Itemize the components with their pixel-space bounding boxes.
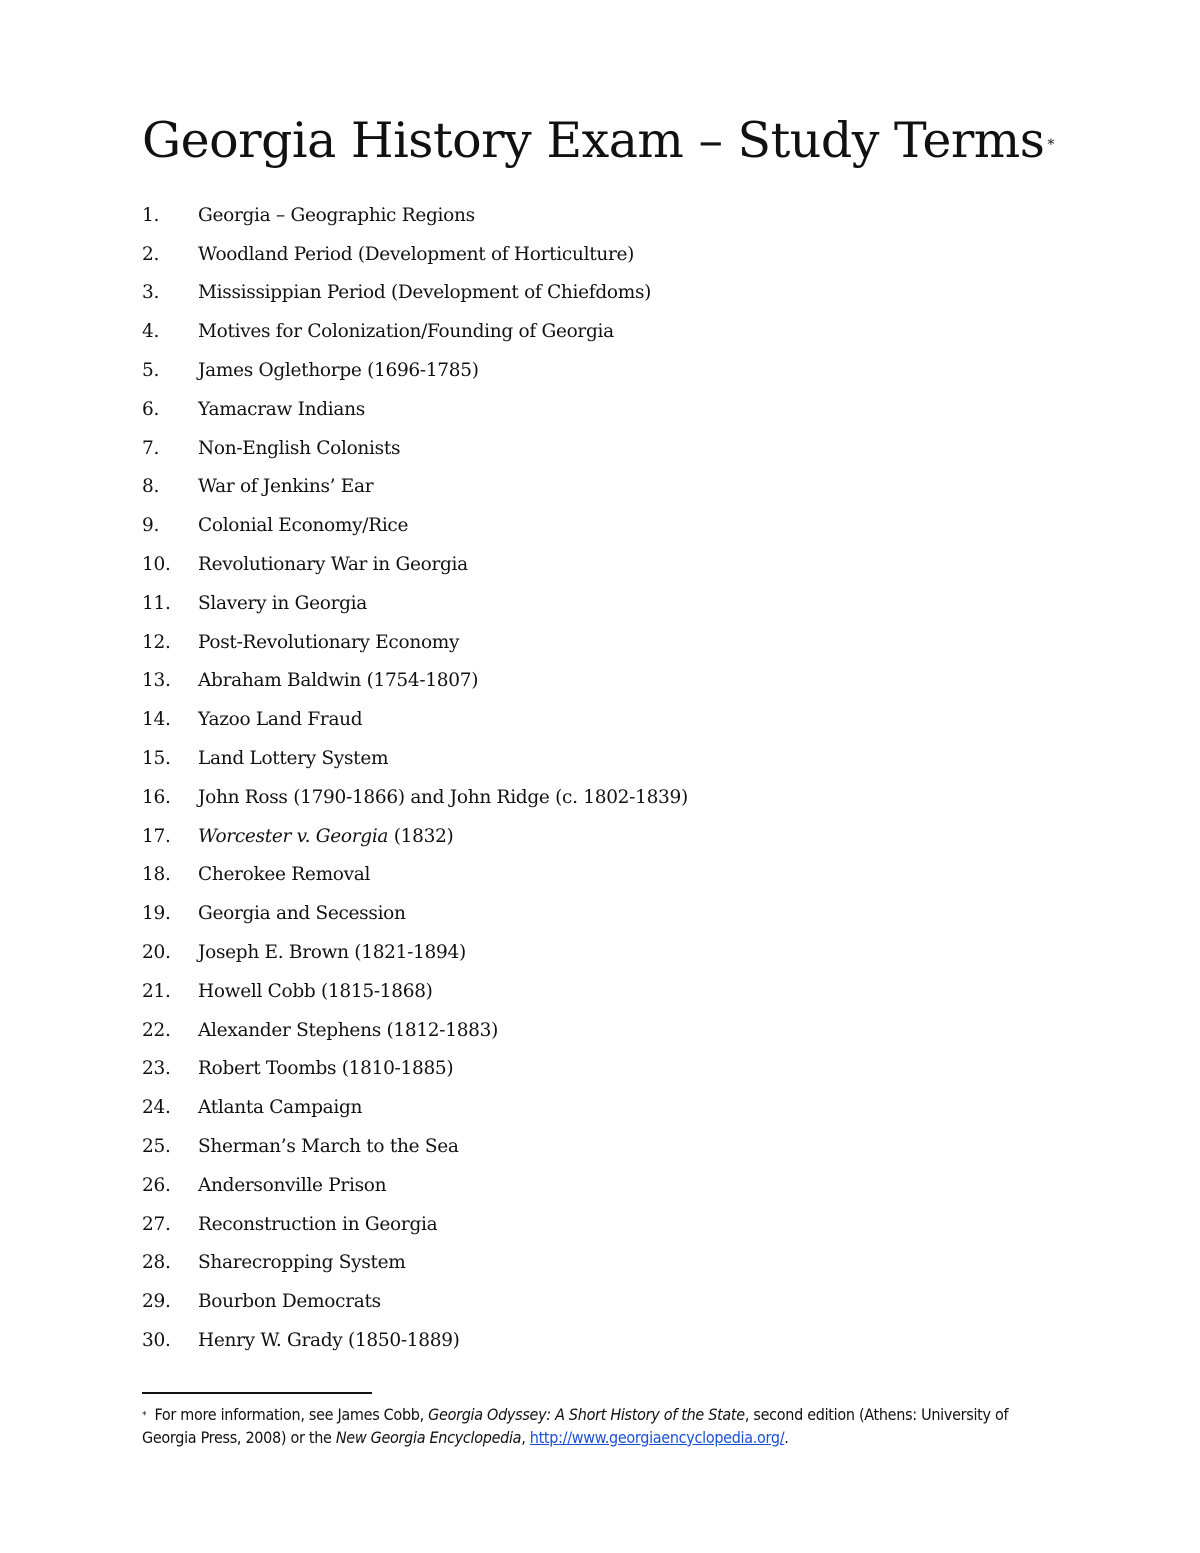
term-text: Georgia – Geographic Regions — [198, 204, 475, 226]
term-text: Yamacraw Indians — [198, 398, 365, 420]
footnote-separator — [142, 1392, 372, 1394]
term-number: 30. — [142, 1330, 171, 1351]
footnote-text-middle: , second edition (Athens: University of Georgia Press, 2008) or the — [142, 1405, 1009, 1447]
term-number: 14. — [142, 709, 171, 731]
term-number: 8. — [142, 476, 160, 498]
term-number: 25. — [142, 1136, 171, 1158]
list-item — [142, 506, 688, 545]
term-text: Slavery in Georgia — [198, 592, 368, 614]
footnote-encyclopedia-title: New Georgia Encyclopedia — [335, 1428, 522, 1447]
list-item — [142, 468, 688, 507]
footnote-text-after: . — [784, 1428, 789, 1447]
case-name: Worcester v. Georgia — [198, 825, 389, 847]
term-text: Bourbon Democrats — [198, 1291, 381, 1313]
term-text: Revolutionary War in Georgia — [198, 554, 468, 576]
term-number: 28. — [142, 1252, 171, 1274]
list-item — [142, 429, 688, 468]
list-item — [142, 584, 688, 623]
term-text: Mississippian Period (Development of Chiefdoms) — [198, 282, 652, 304]
term-text: War of Jenkins’ Ear — [198, 476, 374, 498]
term-number: 9. — [142, 515, 160, 537]
list-item — [142, 1244, 688, 1283]
list-item — [142, 1205, 688, 1244]
list-item — [142, 778, 688, 817]
term-number: 20. — [142, 942, 171, 964]
term-text: Yazoo Land Fraud — [198, 709, 363, 731]
case-year: (1832) — [388, 825, 454, 847]
list-item — [142, 739, 688, 778]
list-item — [142, 196, 688, 235]
term-text: Sharecropping System — [198, 1252, 406, 1274]
term-number: 19. — [142, 903, 171, 925]
term-number: 13. — [142, 670, 171, 692]
list-item — [142, 700, 688, 739]
list-item — [142, 662, 688, 701]
list-item — [142, 545, 688, 584]
title-footnote-mark[interactable]: * — [1047, 137, 1055, 153]
footnote-text-comma: , — [521, 1428, 530, 1447]
term-number: 6. — [142, 398, 160, 420]
term-number: 3. — [142, 282, 160, 304]
term-number: 5. — [142, 360, 160, 382]
term-number: 2. — [142, 243, 160, 265]
list-item — [142, 1321, 688, 1360]
footnote — [142, 1403, 1022, 1449]
list-item — [142, 933, 688, 972]
list-item — [142, 274, 688, 313]
term-number: 27. — [142, 1213, 171, 1235]
term-number: 10. — [142, 554, 171, 576]
encyclopedia-link[interactable]: http://www.georgiaencyclopedia.org/ — [529, 1428, 785, 1447]
term-text: Post-Revolutionary Economy — [198, 631, 460, 653]
term-number: 18. — [142, 864, 171, 886]
term-text: Abraham Baldwin (1754-1807) — [198, 670, 479, 692]
list-item — [142, 1050, 688, 1089]
study-terms-list — [142, 196, 688, 1360]
list-item — [142, 1282, 688, 1321]
term-text: Robert Toombs (1810-1885) — [198, 1058, 454, 1080]
term-number: 21. — [142, 980, 171, 1002]
term-number: 26. — [142, 1174, 171, 1196]
term-number: 4. — [142, 321, 160, 343]
term-number: 29. — [142, 1291, 171, 1313]
list-item — [142, 856, 688, 895]
term-number: 15. — [142, 748, 171, 770]
term-number: 12. — [142, 631, 171, 653]
term-text: Reconstruction in Georgia — [198, 1213, 438, 1235]
page-title-text: Georgia History Exam – Study Terms — [142, 112, 1045, 169]
term-number: 16. — [142, 786, 171, 808]
page-title — [142, 108, 1054, 174]
footnote-book-title: Georgia Odyssey: A Short History of the State — [428, 1405, 745, 1424]
term-text: Henry W. Grady (1850-1889) — [198, 1330, 460, 1351]
term-text: John Ross (1790-1866) and John Ridge (c. 1802-1839) — [198, 786, 688, 808]
list-item — [142, 351, 688, 390]
list-item — [142, 1166, 688, 1205]
term-number: 22. — [142, 1019, 171, 1041]
list-item — [142, 817, 688, 856]
term-text: Sherman’s March to the Sea — [198, 1136, 459, 1158]
list-item — [142, 312, 688, 351]
list-item — [142, 623, 688, 662]
term-number: 23. — [142, 1058, 171, 1080]
term-text: Non-English Colonists — [198, 437, 401, 459]
term-text: Georgia and Secession — [198, 903, 406, 925]
term-text: Howell Cobb (1815-1868) — [198, 980, 433, 1002]
term-text: Atlanta Campaign — [198, 1097, 363, 1119]
term-number: 7. — [142, 437, 160, 459]
footnote-mark: * — [142, 1410, 147, 1421]
term-text: Colonial Economy/Rice — [198, 515, 409, 537]
list-item — [142, 1011, 688, 1050]
term-number: 11. — [142, 592, 171, 614]
list-item — [142, 1088, 688, 1127]
list-item — [142, 1127, 688, 1166]
term-text: Land Lottery System — [198, 748, 389, 770]
term-text: James Oglethorpe (1696-1785) — [198, 360, 479, 382]
term-text — [198, 826, 453, 847]
footnote-text-before: For more information, see James Cobb, — [150, 1405, 429, 1424]
term-text: Andersonville Prison — [198, 1174, 387, 1196]
list-item — [142, 894, 688, 933]
term-text: Woodland Period (Development of Horticulture) — [198, 243, 635, 265]
term-text: Joseph E. Brown (1821-1894) — [198, 942, 466, 964]
term-text: Cherokee Removal — [198, 864, 371, 886]
list-item — [142, 390, 688, 429]
term-text: Alexander Stephens (1812-1883) — [198, 1019, 499, 1041]
list-item — [142, 972, 688, 1011]
list-item — [142, 235, 688, 274]
term-number: 1. — [142, 204, 160, 226]
term-number: 24. — [142, 1097, 171, 1119]
term-number: 17. — [142, 825, 171, 847]
term-text: Motives for Colonization/Founding of Georgia — [198, 321, 614, 343]
